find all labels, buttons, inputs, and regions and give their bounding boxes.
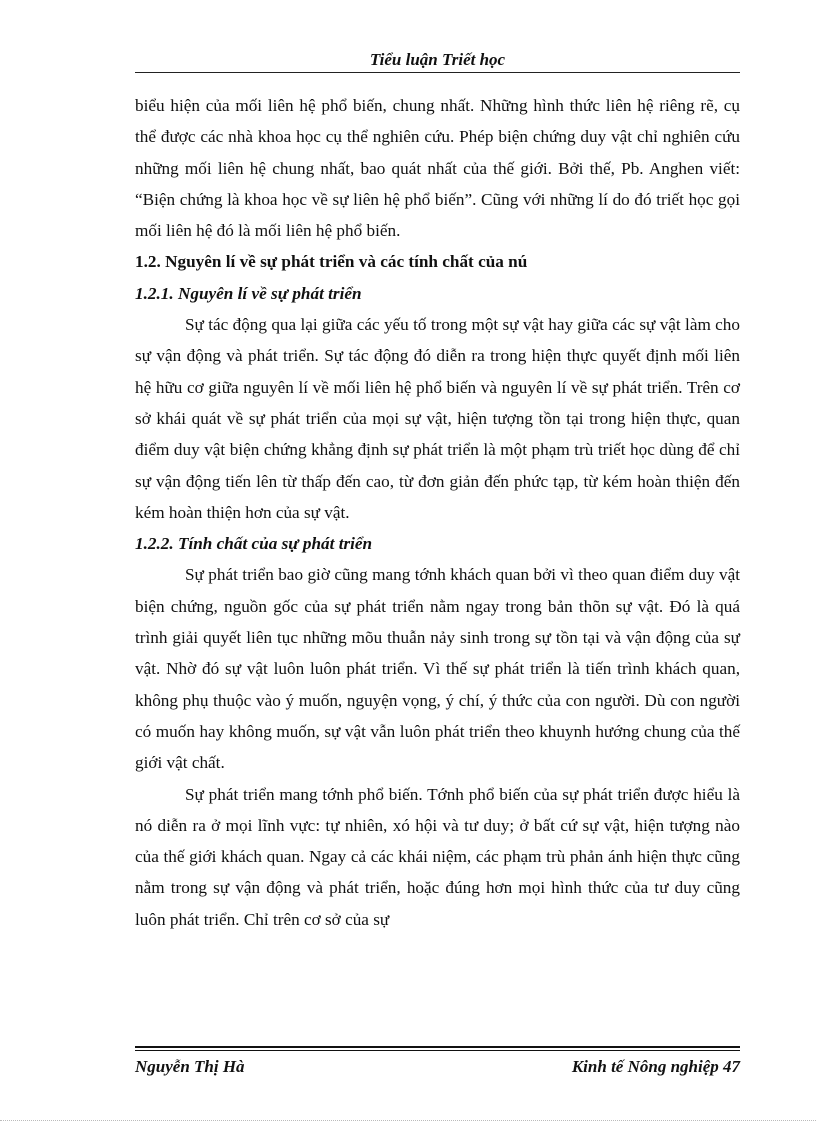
- subsection-heading-1-2-1: 1.2.1. Nguyên lí về sự phát triển: [135, 283, 362, 303]
- section-heading-1-2: 1.2. Nguyên lí về sự phát triển và các tính chất của nú: [135, 252, 528, 272]
- page-header-title: Tiểu luận Triết học: [369, 50, 506, 69]
- paragraph-development-principle: Sự tác động qua lại giữa các yếu tố trong một sự vật hay giữa các sự vật làm cho sự vận động và phát triển. Sự tác động đó diễn ra trong hiện thực quyết định mối liên hệ hữu cơ giữa nguyên lí về mối liên hệ phổ biến và nguyên lí về sự phát triển. Trên cơ sở khái quát về sự phát triển của mọi sự vật, hiện tượng tồn tại trong hiện thực, quan điểm duy vật biện chứng khẳng định sự phát triển là một phạm trù triết học dùng để chỉ sự vận động tiến lên từ thấp đến cao, từ đơn giản đến phức tạp, từ kém hoàn thiện đến kém hoàn thiện hơn của sự vật.: [135, 315, 740, 522]
- header-divider: [135, 72, 740, 73]
- paragraph-continuation: biểu hiện của mối liên hệ phổ biến, chung nhất. Những hình thức liên hệ riêng rẽ, cụ thể được các nhà khoa học cụ thể nghiên cứu. Phép biện chứng duy vật chỉ nghiên cứu những mối liên hệ chung nhất, bao quát nhất của thế giới. Bởi thế, Pb. Anghen viết: “Biện chứng là khoa học về sự liên hệ phổ biến”. Cũng với những lí do đó triết học gọi mối liên hệ đó là mối liên hệ phổ biến.: [135, 96, 740, 241]
- footer-author: Nguyễn Thị Hà: [135, 1057, 245, 1076]
- footer-divider: [135, 1046, 740, 1048]
- paragraph-objectivity: Sự phát triển bao giờ cũng mang tớnh khách quan bởi vì theo quan điểm duy vật biện chứng, nguồn gốc của sự phát triển nằm ngay trong bản thõn sự vật. Đó là quá trình giải quyết liên tục những mõu thuẫn nảy sinh trong sự tồn tại và vận động của sự vật. Nhờ đó sự vật luôn luôn phát triển. Vì thế sự phát triển là tiến trình khách quan, không phụ thuộc vào ý muốn, nguyện vọng, ý chí, ý thức của con người. Dù con người có muốn hay không muốn, sự vật vẫn luôn phát triển theo khuynh hướng chung của thế giới vật chất.: [135, 565, 740, 773]
- page-bottom-edge: [0, 1120, 816, 1121]
- paragraph-universality: Sự phát triển mang tớnh phổ biến. Tớnh phổ biến của sự phát triển được hiểu là nó diễn ra ở mọi lĩnh vực: tự nhiên, xó hội và tư duy; ở bất cứ sự vật, hiện tượng nào của thế giới khách quan. Ngay cả các khái niệm, các phạm trù phản ánh hiện thực cũng nằm trong sự vận động và phát triển, hoặc đúng hơn mọi hình thức của tư duy cũng luôn phát triển. Chỉ trên cơ sở của sự: [135, 784, 740, 929]
- document-body: [135, 90, 740, 935]
- footer-course: Kinh tế Nông nghiệp 47: [571, 1057, 740, 1076]
- subsection-heading-1-2-2: 1.2.2. Tính chất của sự phát triển: [135, 534, 373, 554]
- footer-divider-thin: [135, 1050, 740, 1051]
